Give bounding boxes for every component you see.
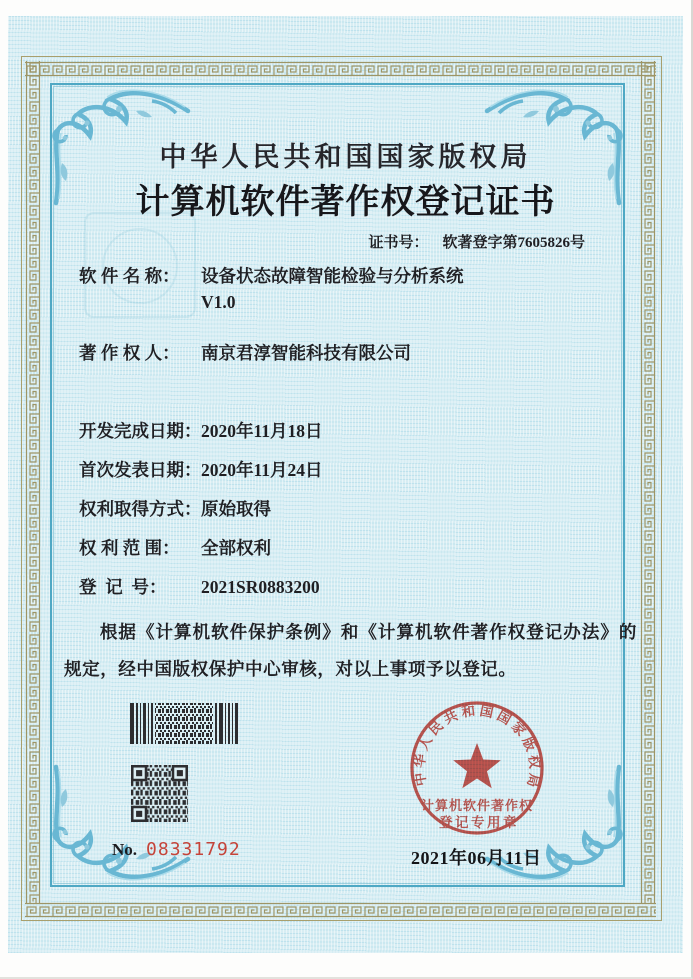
barcode-image bbox=[130, 703, 240, 744]
seal-arc-textpath: 中华人民共和国国家版权局 bbox=[411, 702, 543, 793]
field-label: 开发完成日期： bbox=[79, 421, 202, 441]
software-version: V1.0 bbox=[201, 292, 236, 312]
greek-key-border-top bbox=[25, 61, 656, 77]
field-label: 登 记 号： bbox=[79, 577, 167, 597]
field-value: 全部权利 bbox=[201, 538, 271, 558]
field-label: 权利取得方式： bbox=[79, 499, 202, 519]
certificate-number-label: 证书号： bbox=[368, 235, 429, 251]
issuing-authority-title: 中华人民共和国国家版权局 bbox=[159, 142, 532, 172]
field-value: 2021SR0883200 bbox=[201, 577, 320, 597]
certificate-number-value: 软著登字第7605826号 bbox=[442, 235, 585, 251]
field-value: 原始取得 bbox=[201, 499, 271, 519]
field-label: 著 作 权 人： bbox=[79, 343, 180, 363]
field-value: 2020年11月24日 bbox=[201, 460, 323, 480]
seal-line1: 计算机软件著作权 bbox=[420, 798, 534, 813]
field-label: 软 件 名 称： bbox=[79, 266, 180, 286]
certificate-number-line bbox=[368, 231, 585, 252]
serial-number: 08331792 bbox=[146, 839, 241, 860]
issue-date: 2021年06月11日 bbox=[411, 848, 542, 868]
field-value bbox=[201, 263, 464, 315]
star-icon bbox=[453, 743, 501, 788]
field-value: 2020年11月18日 bbox=[201, 421, 323, 441]
field-value: 南京君淳智能科技有限公司 bbox=[201, 343, 411, 363]
qr-code-image bbox=[131, 765, 188, 822]
field-label: 首次发表日期： bbox=[79, 460, 202, 480]
serial-prefix: No. bbox=[112, 840, 138, 859]
official-seal bbox=[404, 699, 552, 839]
seal-line2: 登记专用章 bbox=[439, 815, 519, 830]
serial-number-line bbox=[112, 839, 241, 860]
registration-statement: 根据《计算机软件保护条例》和《计算机软件著作权登记办法》的规定，经中国版权保护中心审核，对以上事项予以登记。 bbox=[64, 622, 637, 679]
field-label: 权 利 范 围： bbox=[79, 538, 180, 558]
certificate-title: 计算机软件著作权登记证书 bbox=[135, 184, 556, 221]
greek-key-border-bottom bbox=[25, 902, 656, 918]
software-name: 设备状态故障智能检验与分析系统 bbox=[201, 266, 464, 286]
